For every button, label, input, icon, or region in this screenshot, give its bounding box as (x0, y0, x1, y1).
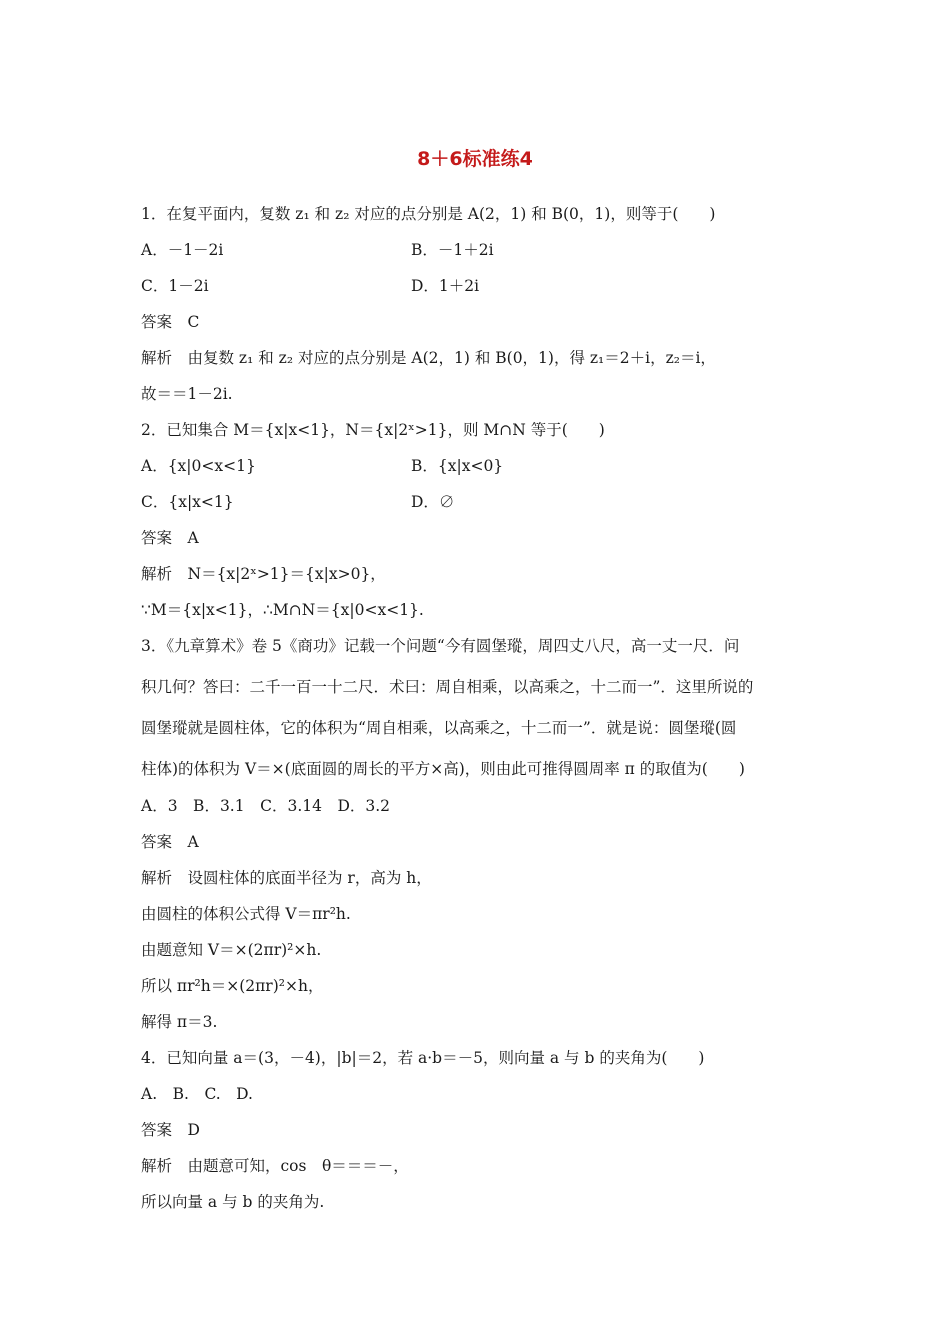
question-4-answer: 答案 D (141, 1121, 200, 1139)
question-2-analysis: 解析 N＝{x|2ˣ>1}＝{x|x>0}， (141, 565, 386, 583)
question-3-analysis: 由题意知 V＝×(2πr)²×h. (141, 941, 322, 959)
question-4-analysis: 所以向量 a 与 b 的夹角为. (141, 1193, 325, 1211)
question-1-option-d: D．1＋2i (411, 277, 480, 295)
question-4-analysis: 解析 由题意可知，cos θ＝＝＝－， (141, 1157, 409, 1175)
question-1-answer: 答案 C (141, 313, 200, 331)
question-1-option-c: C．1－2i (141, 277, 209, 295)
question-3-stem: 积几何？答曰：二千一百一十二尺．术曰：周自相乘，以高乘之，十二而一”．这里所说的 (141, 678, 754, 696)
question-2-answer: 答案 A (141, 529, 199, 547)
question-3-stem: 圆堡瑽就是圆柱体，它的体积为“周自相乘，以高乘之，十二而一”．就是说：圆堡瑽(圆 (141, 719, 737, 737)
page-title: 8＋6标准练4 (417, 148, 533, 170)
question-1-option-b: B．－1＋2i (411, 241, 494, 259)
question-3-stem: 3．《九章算术》卷 5《商功》记载一个问题“今有圆堡瑽，周四丈八尺，高一丈一尺．问 (141, 637, 740, 655)
question-2-option-a: A．{x|0<x<1} (141, 457, 256, 475)
question-4-stem: 4．已知向量 a＝(3，－4)，|b|＝2，若 a·b＝－5，则向量 a 与 b 的夹角为( ) (141, 1049, 705, 1067)
question-2-analysis: ∵M＝{x|x<1}，∴M∩N＝{x|0<x<1}. (141, 601, 424, 619)
question-3-answer: 答案 A (141, 833, 199, 851)
question-3-analysis: 解得 π＝3. (141, 1013, 218, 1031)
question-3-analysis: 所以 πr²h＝×(2πr)²×h， (141, 977, 324, 995)
question-1-analysis: 故＝＝1－2i. (141, 385, 233, 403)
question-4-options: A. B. C. D. (141, 1085, 253, 1103)
question-2-stem: 2．已知集合 M＝{x|x<1}，N＝{x|2ˣ>1}，则 M∩N 等于( ) (141, 421, 605, 439)
question-2-option-b: B．{x|x<0} (411, 457, 504, 475)
question-3-analysis: 解析 设圆柱体的底面半径为 r，高为 h， (141, 869, 432, 887)
question-2-option-d: D．∅ (411, 493, 455, 511)
question-2-option-c: C．{x|x<1} (141, 493, 234, 511)
question-3-stem: 柱体)的体积为 V＝×(底面圆的周长的平方×高)，则由此可推得圆周率 π 的取值为( ) (141, 760, 745, 778)
question-3-analysis: 由圆柱的体积公式得 V＝πr²h. (141, 905, 351, 923)
question-1-option-a: A．－1－2i (141, 241, 224, 259)
question-1-stem: 1．在复平面内，复数 z₁ 和 z₂ 对应的点分别是 A(2，1) 和 B(0，1)，则等于( ) (141, 205, 716, 223)
question-3-options: A．3 B．3.1 C．3.14 D．3.2 (141, 797, 391, 815)
question-1-analysis: 解析 由复数 z₁ 和 z₂ 对应的点分别是 A(2，1) 和 B(0，1)，得 z₁＝2＋i，z₂＝i， (141, 349, 716, 367)
